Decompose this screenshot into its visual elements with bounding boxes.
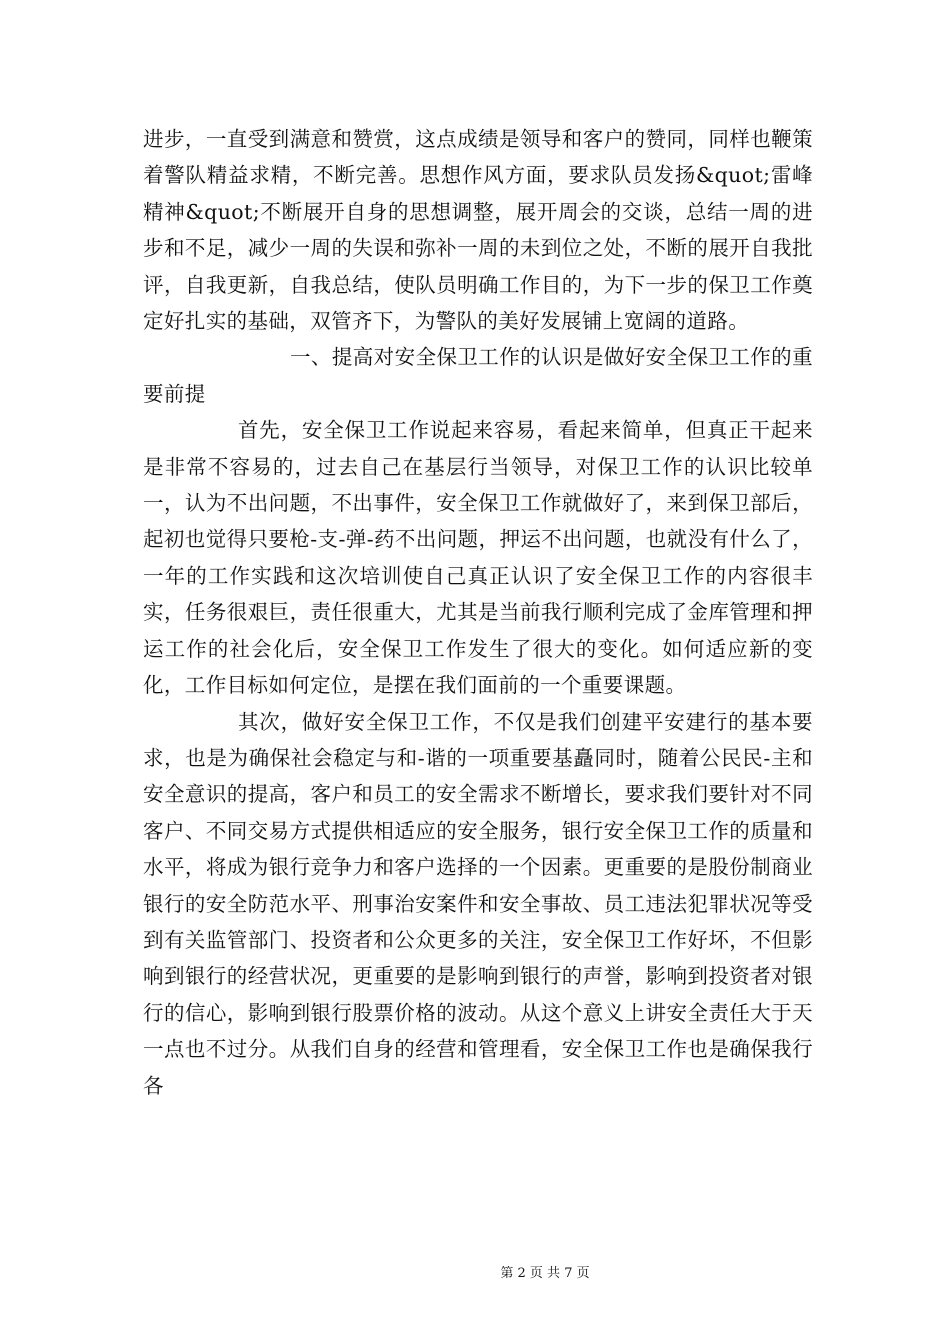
- paragraph-second: 其次，做好安全保卫工作，不仅是我们创建平安建行的基本要求，也是为确保社会稳定与和-谐的一项重要基矗同时，随着公民民-主和安全意识的提高，客户和员工的安全需求不断增长，要求我们要针对不同客户、不同交易方式提供相适应的安全服务，银行安全保卫工作的质量和水平，将成为银行竞争力和客户选择的一个因素。更重要的是股份制商业银行的安全防范水平、刑事治安案件和安全事故、员工违法犯罪状况等受到有关监管部门、投资者和公众更多的关注，安全保卫工作好坏，不但影响到银行的经营状况，更重要的是影响到银行的声誉，影响到投资者对银行的信心，影响到银行股票价格的波动。从这个意义上讲安全责任大于天一点也不过分。从我们自身的经营和管理看，安全保卫工作也是确保我行各: [143, 709, 813, 1098]
- paragraph-intro: 进步，一直受到满意和赞赏，这点成绩是领导和客户的赞同，同样也鞭策着警队精益求精，不断完善。思想作风方面，要求队员发扬&quot;雷峰精神&quot;不断展开自身的思想调整，展开周会的交谈，总结一周的进步和不足，减少一周的失误和弥补一周的未到位之处，不断的展开自我批评，自我更新，自我总结，使队员明确工作目的，为下一步的保卫工作奠定好扎实的基础，双管齐下，为警队的美好发展铺上宽阔的道路。: [143, 127, 813, 334]
- paragraph-first: 首先，安全保卫工作说起来容易，看起来简单，但真正干起来是非常不容易的，过去自己在基层行当领导，对保卫工作的认识比较单一，认为不出问题，不出事件，安全保卫工作就做好了，来到保卫部后，起初也觉得只要枪-支-弹-药不出问题，押运不出问题，也就没有什么了，一年的工作实践和这次培训使自己真正认识了安全保卫工作的内容很丰实，任务很艰巨，责任很重大，尤其是当前我行顺利完成了金库管理和押运工作的社会化后，安全保卫工作发生了很大的变化。如何适应新的变化，工作目标如何定位，是摆在我们面前的一个重要课题。: [143, 418, 813, 698]
- document-body: [143, 121, 813, 1104]
- page-number-footer: 第 2 页 共 7 页: [500, 1266, 590, 1281]
- section-heading: 一、提高对安全保卫工作的认识是做好安全保卫工作的重要前提: [143, 345, 813, 406]
